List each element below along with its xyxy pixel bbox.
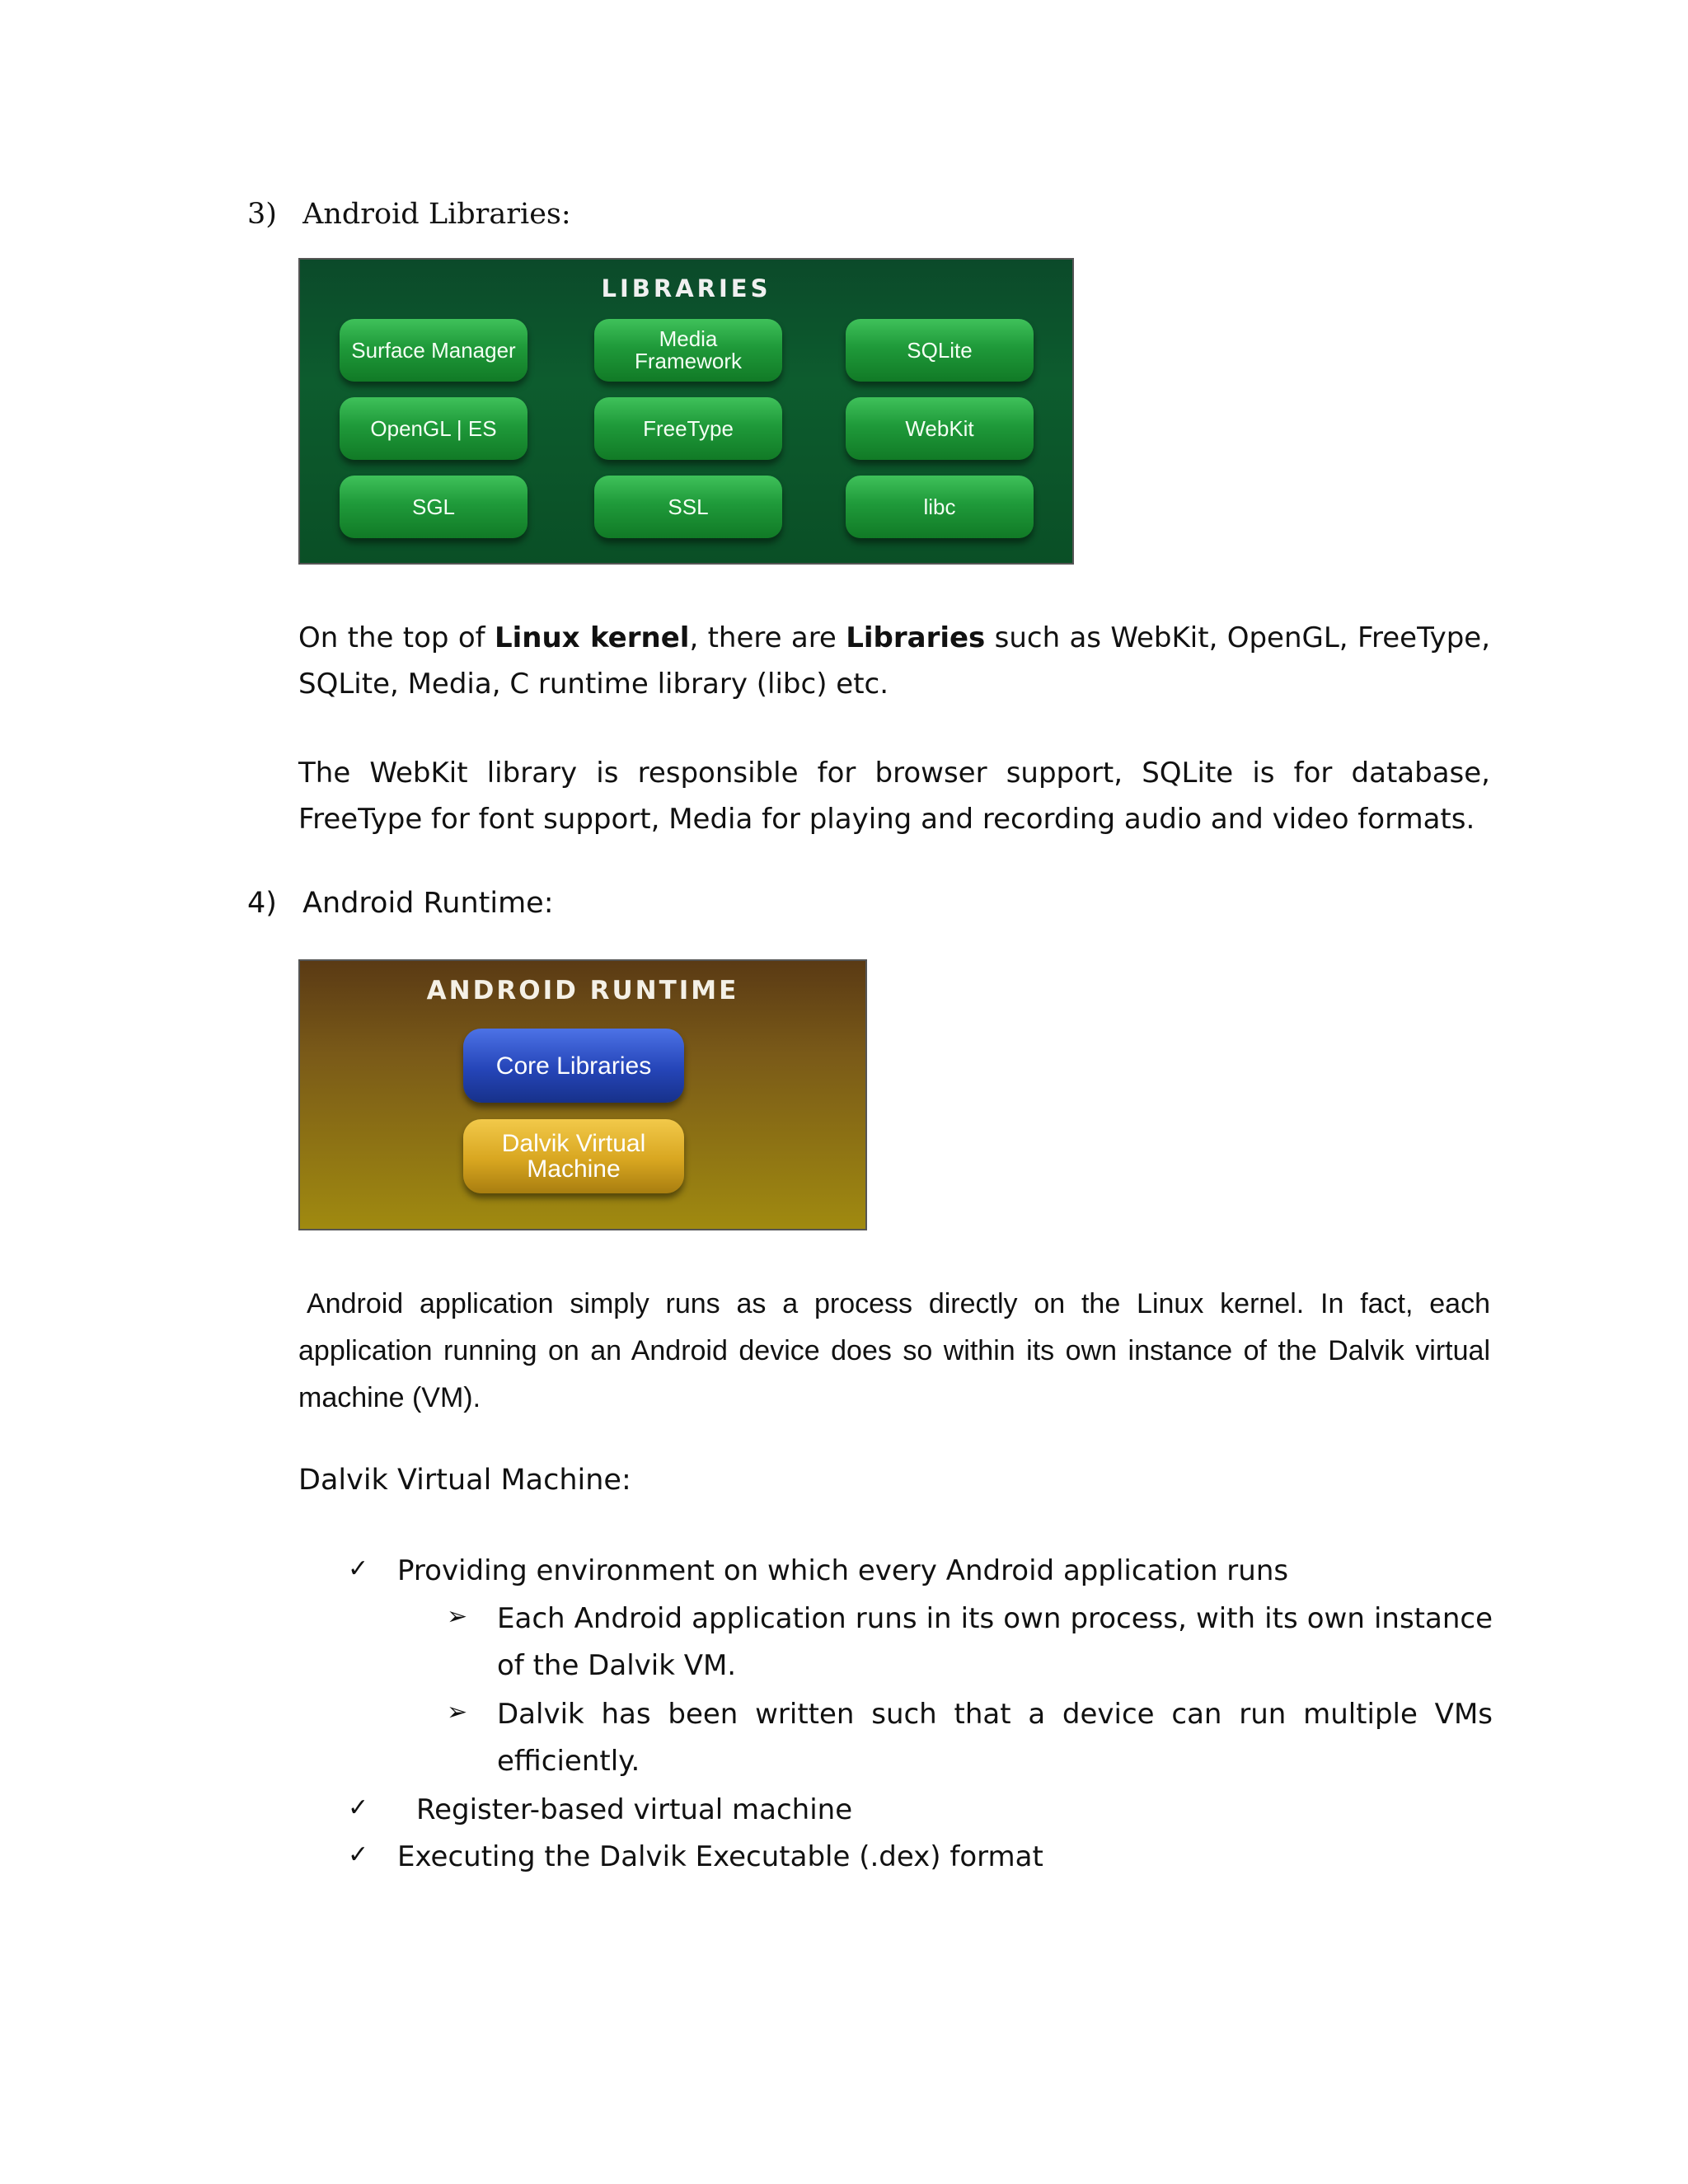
section-title: Android Libraries: [302,198,571,231]
libraries-title: LIBRARIES [601,274,771,302]
arrow-bullet-icon: ➢ [447,1602,468,1631]
list-item: Dalvik has been written such that a device can run multiple VMs efficiently. [497,1698,1493,1778]
lib-box-media-framework: Media Framework [594,319,782,382]
lib-box-ssl: SSL [594,476,782,538]
dalvik-vm-box: Dalvik Virtual Machine [463,1119,684,1193]
dalvik-subheading: Dalvik Virtual Machine: [298,1464,631,1497]
text-span: On the top of [298,621,495,654]
check-icon: ✓ [348,1554,369,1583]
lib-box-sqlite: SQLite [846,319,1034,382]
list-item: Each Android application runs in its own process, with its own instance of the Dalvik VM. [497,1602,1493,1682]
arrow-bullet-icon: ➢ [447,1698,468,1727]
libraries-paragraph-2: The WebKit library is responsible for browser support, SQLite is for database, FreeType for font support, Media for playing and recording audio and video formats. [298,757,1490,836]
text-span: , there are [689,621,846,654]
lib-box-freetype: FreeType [594,397,782,460]
lib-box-surface-manager: Surface Manager [340,319,528,382]
list-item: Register-based virtual machine [416,1793,853,1826]
list-item: Executing the Dalvik Executable (.dex) format [397,1840,1043,1873]
lib-box-libc: libc [846,476,1034,538]
lib-box-sgl: SGL [340,476,528,538]
list-item: Providing environment on which every Android application runs [397,1554,1289,1587]
lib-box-webkit: WebKit [846,397,1034,460]
runtime-title: ANDROID RUNTIME [426,976,739,1005]
section-number: 4) [247,887,277,920]
check-icon: ✓ [348,1840,369,1869]
runtime-paragraph: Android application simply runs as a process directly on the Linux kernel. In fact, each application running on an Android device does so within its own instance of the Dalvik virtual machine (VM). [298,1288,1490,1413]
text-span: such as WebKit, OpenGL, FreeType, SQLite, Media, C runtime library (libc) etc. [298,621,1491,701]
section-number: 3) [247,198,277,231]
bold-libraries: Libraries [846,621,986,654]
check-icon: ✓ [348,1793,369,1822]
bold-linux-kernel: Linux kernel [494,621,690,654]
section-title: Android Runtime: [302,887,554,920]
core-libraries-box: Core Libraries [463,1029,684,1103]
lib-box-opengl-es: OpenGL | ES [340,397,528,460]
